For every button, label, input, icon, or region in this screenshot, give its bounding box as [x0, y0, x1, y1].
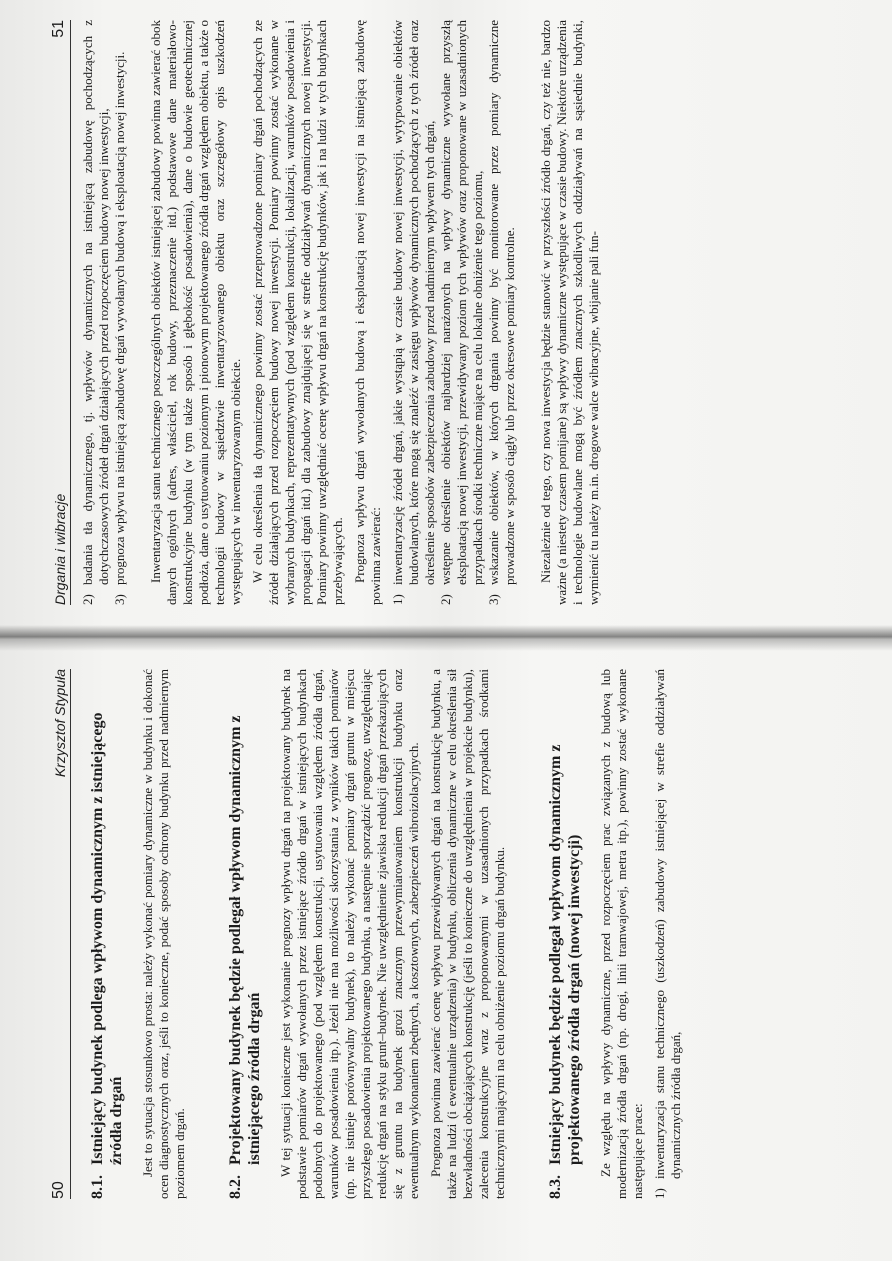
book-gutter-shadow [0, 625, 892, 651]
numbered-list [652, 669, 684, 1199]
paragraph: W celu określenia tła dynamicznego powinny zostać przeprowadzone pomiary drgań pochodzących ze źródeł działających przed rozpoczęciem budowy nowej inwestycji. Pomiary powinny zostać wykonane w wybranych budynkach, reprezentatywnych (pod względem konstrukcji, lokalizacji, warunków posadowienia i propagacji drgań itd.) dla zabudowy znajdującej się w strefie oddziaływań dynamicznych nowej inwestycji. Pomiary powinny uwzględniać ocenę wpływu drgań na konstrukcję budynków, jak i na ludzi w tych budynkach przebywających. [250, 20, 345, 605]
numbered-list [80, 20, 128, 605]
right-page-header [50, 20, 71, 605]
running-head: Krzysztof Stypuła [52, 669, 68, 778]
section-8-3-heading [546, 669, 584, 1199]
list-number: 2) [438, 594, 453, 605]
section-title: Projektowany budynek będzie podlegał wpływom dynamicznym z istniejącego źródła drgań [227, 715, 263, 1165]
section-8-1-heading [88, 669, 126, 1199]
list-item [80, 20, 112, 605]
list-item [652, 669, 684, 1199]
list-number: 3) [112, 594, 127, 605]
paragraph: Prognoza wpływu drgań wywołanych budową i eksploatacją nowej inwestycji na istniejącą zabudowę powinna zawierać: [352, 20, 383, 605]
left-page-header [50, 669, 71, 1199]
list-item [112, 20, 128, 605]
section-title: Istniejący budynek podlega wpływom dynamicznym z istniejącego źródła drgań [89, 712, 125, 1165]
list-number: 1) [652, 1188, 667, 1199]
list-number: 1) [390, 594, 405, 605]
right-page-content [80, 20, 608, 605]
section-number: 8.1. [89, 1175, 106, 1199]
paragraph: Jest to sytuacja stosunkowo prosta: należy wykonać pomiary dynamiczne w budynku i dokonać ocen diagnostycznych oraz, jeśli to konieczne, podać sposoby ochrony budynku przed nadmiernym poziomem drgań. [140, 669, 187, 1199]
list-text: inwentaryzacja stanu technicznego (uszkodzeń) zabudowy istniejącej w strefie oddziaływań dynamicznych źródła drgań, [652, 669, 683, 1179]
page-number: 50 [50, 1181, 67, 1199]
left-page [0, 651, 892, 1261]
running-head: Drgania i wibracje [52, 493, 68, 605]
list-text: badania tła dynamicznego, tj. wpływów dynamicznych na istniejącą zabudowę pochodzących z dotychczasowych źródeł drgań działających przed rozpoczęciem budowy nowej inwestycji, [80, 20, 111, 585]
numbered-list [390, 20, 518, 605]
section-number: 8.3. [547, 1175, 564, 1199]
paragraph: Inwentaryzacja stanu technicznego poszczególnych obiektów istniejącej zabudowy powinna zawierać obok danych ogólnych (adres, właściciel, rok budowy, przeznaczenie itd.) podstawowe dane materiałowo-konstrukcyjne budynku (w tym także sposób i głębokość posadowienia), dane o budowie geotechnicznej podłoża, dane o usytuowaniu poziomym i pionowym projektowanego źródła drgań względem obiektu, a także o technologii budowy w sąsiedztwie inwentaryzowanego obiektu oraz szczegółowy opis uszkodzeń występujących w inwentaryzowanym obiekcie. [148, 20, 243, 605]
page-number: 51 [50, 20, 67, 38]
right-page [0, 0, 892, 625]
paragraph: Prognoza powinna zawierać ocenę wpływu przewidywanych drgań na konstrukcję budynku, a także na ludzi (i ewentualnie urządzenia) w budynku, obliczenia dynamiczne w celu określenia sił bezwładności obciążających konstrukcję (jeśli to konieczne do uwzględnienia w projekcie budynku), zalecenia konstrukcyjne wraz z proponowanymi w uzasadnionych przypadkach środkami technicznymi mającymi na celu obniżenie poziomu drgań budynku. [428, 669, 507, 1199]
list-text: wskazanie obiektów, w których drgania powinny być monitorowane przez pomiary dynamiczne prowadzone w sposób ciągły lub przez okresowe pomiary kontrolne. [486, 20, 517, 585]
left-page-content [80, 669, 690, 1199]
list-text: wstępne określenie obiektów najbardziej narażonych na wpływy dynamiczne wywołane przyszłą eksploatacją nowej inwestycji, przewidywany poziom tych wpływów oraz proponowane w uzasadnionych przypadkach środki techniczne mające na celu lokalne obniżenie tego poziomu, [438, 20, 485, 585]
list-number: 3) [486, 594, 501, 605]
paragraph: Ze względu na wpływy dynamiczne, przed rozpoczęciem prac związanych z budową lub modernizacją źródła drgań (np. drogi, linii tramwajowej, metra itp.), powinny zostać wykonane następujące prace: [598, 669, 645, 1199]
list-item [486, 20, 518, 605]
section-8-2-heading [226, 669, 264, 1199]
section-number: 8.2. [227, 1175, 244, 1199]
section-title: Istniejący budynek będzie podlegał wpływom dynamicznym z projektowanego źródła drgań (nowej inwestycji) [547, 744, 583, 1165]
list-text: prognoza wpływu na istniejącą zabudowę drgań wywołanych budową i eksploatacją nowej inwestycji. [112, 51, 127, 585]
paragraph: Niezależnie od tego, czy nowa inwestycja będzie stanowić w przyszłości źródło drgań, czy też nie, bardzo ważne (a niestety czasem pomijane) są wpływy dynamiczne występujące w czasie budowy. Niektóre urządzenia i technologie budowlane mogą być źródłem znacznych szkodliwych oddziaływań na sąsiednie budynki, wymienić tu należy m.in. drogowe walce wibracyjne, wbijanie pali fun- [538, 20, 601, 605]
list-item [438, 20, 486, 605]
list-item [390, 20, 438, 605]
paragraph: W tej sytuacji konieczne jest wykonanie prognozy wpływu drgań na projektowany budynek na podstawie pomiarów drgań wywołanych przez istniejące źródło drgań w istniejących budynkach podobnych do projektowanego (pod względem konstrukcji, usytuowania względem źródła drgań, warunków posadowienia itp.). Jeżeli nie ma możliwości skorzystania z wyników takich pomiarów (np. nie istnieje porównywalny budynek), to należy wykonać pomiary drgań gruntu w miejscu przyszłego posadowienia projektowanego budynku, a następnie sporządzić prognozę, uwzględniając redukcję drgań na styku grunt–budynek. Nie uwzględnienie zjawiska redukcji drgań przekazujących się z gruntu na budynek grozi znacznym przewymiarowaniem konstrukcji budynku oraz ewentualnym wykonaniem zbędnych, a kosztownych, zabezpieczeń wibroizolacyjnych. [278, 669, 421, 1199]
list-number: 2) [80, 594, 95, 605]
list-text: inwentaryzację źródeł drgań, jakie wystąpią w czasie budowy nowej inwestycji, wytypowanie obiektów budowlanych, które mogą się znaleźć w zasięgu wpływów dynamicznych pochodzących z tych źródeł oraz określenie sposobów zabezpieczenia zabudowy przed nadmiernym wpływem tych drgań, [390, 20, 437, 585]
